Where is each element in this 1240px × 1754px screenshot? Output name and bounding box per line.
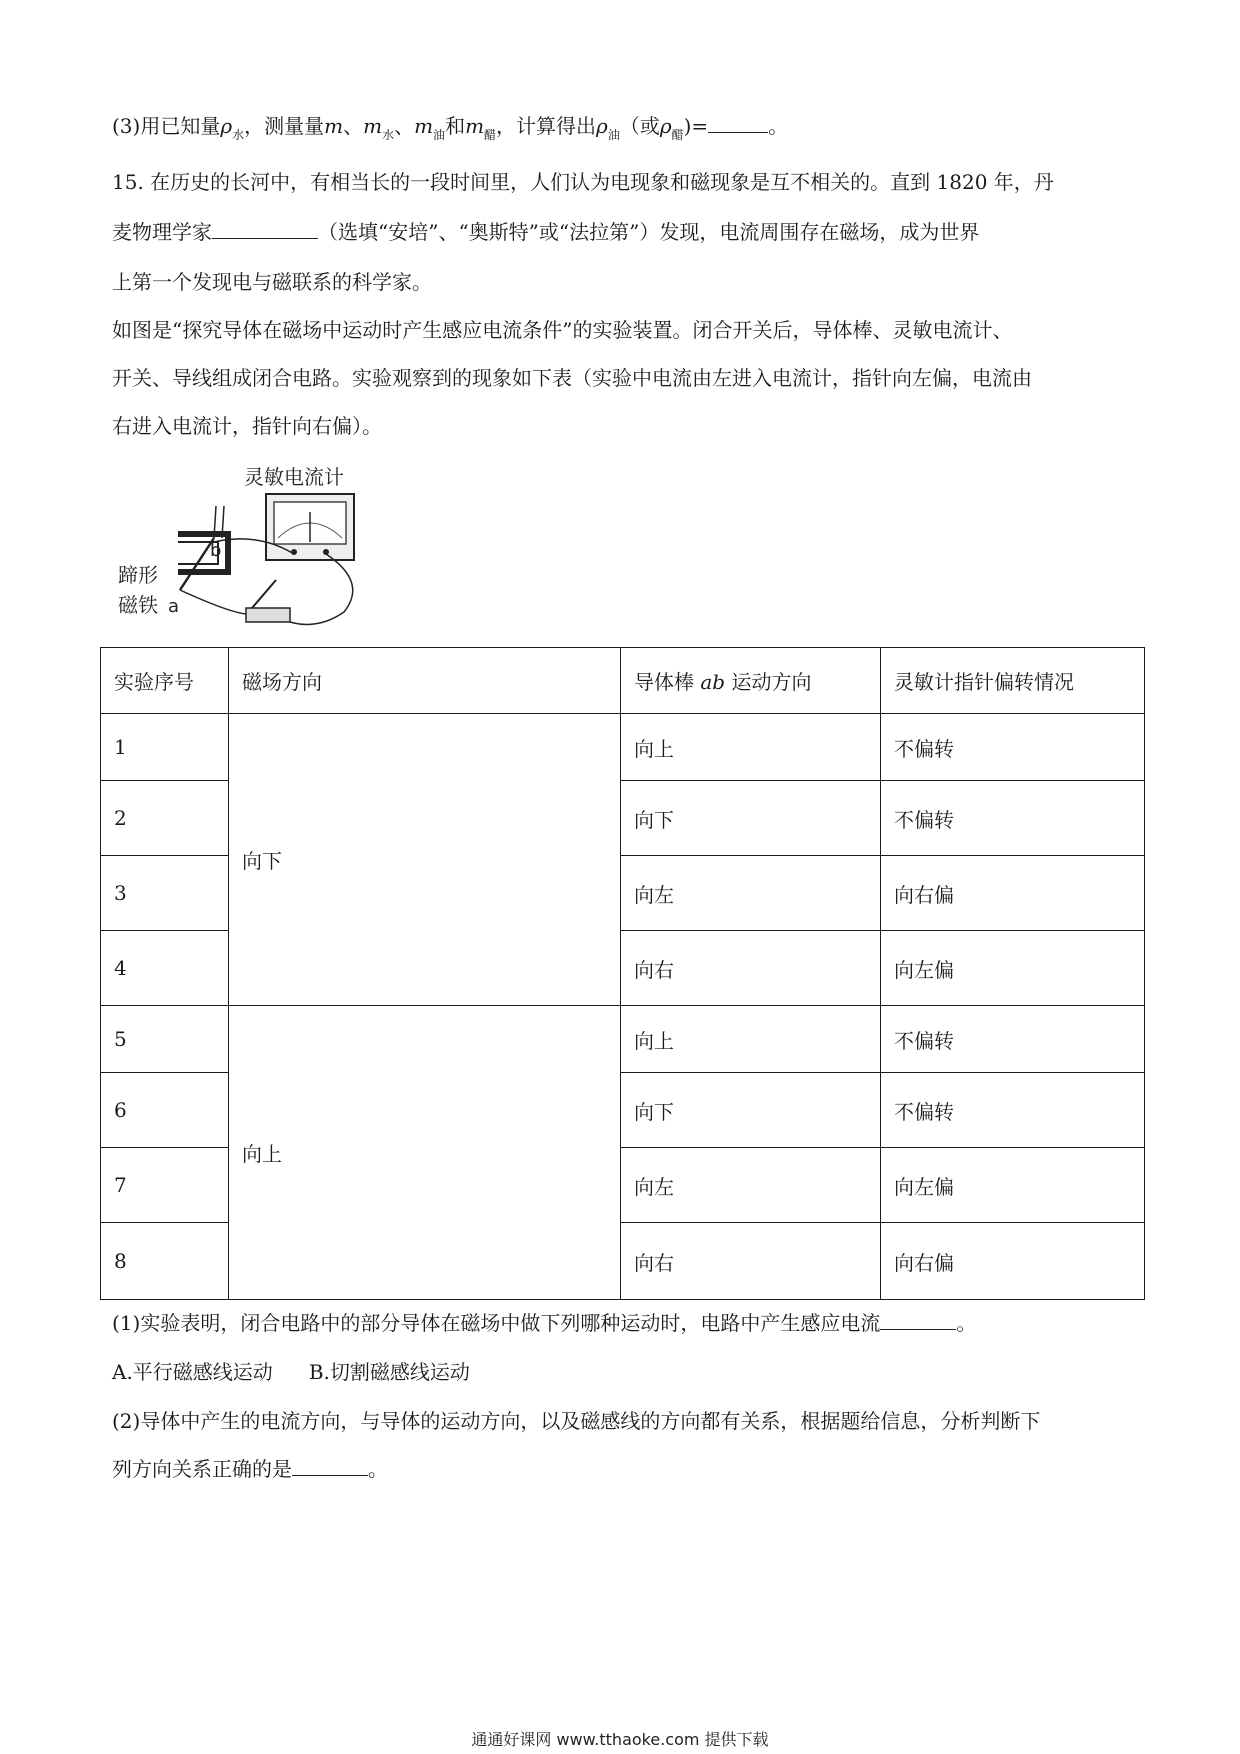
table-cell: 7 xyxy=(101,1148,229,1223)
galvanometer-icon xyxy=(266,494,354,560)
table-cell: 向上 xyxy=(229,1006,621,1300)
q15-line-3: 上第一个发现电与磁联系的科学家。 xyxy=(112,270,432,294)
point-b-label: b xyxy=(210,540,222,561)
page-footer: 通通好课网 www.tthaoke.com 提供下载 xyxy=(471,1730,769,1749)
table-cell: 向上 xyxy=(621,1006,881,1073)
q15-line-1: 15. 在历史的长河中，有相当长的一段时间里，人们认为电现象和磁现象是互不相关的。直到 1820 年，丹 xyxy=(112,170,1054,194)
q15-line-2: 麦物理学家 （选填“安培”、“奥斯特”或“法拉第”）发现，电流周围存在磁场，成为世界 xyxy=(112,220,980,244)
magnet-label-1: 蹄形 xyxy=(118,563,158,587)
q15-paragraph-2: 开关、导线组成闭合电路。实验观察到的现象如下表（实验中电流由左进入电流计，指针向左偏，电流由 xyxy=(112,366,1032,390)
table-cell: 5 xyxy=(101,1006,229,1073)
table-cell: 向左 xyxy=(621,856,881,931)
table-cell: 4 xyxy=(101,931,229,1006)
answer-blank[interactable] xyxy=(708,114,768,133)
table-cell: 向右 xyxy=(621,1223,881,1300)
option-b: B.切割磁感线运动 xyxy=(308,1360,470,1384)
q15-paragraph-3: 右进入电流计，指针向右偏）。 xyxy=(112,414,382,438)
table-cell: 向右 xyxy=(621,931,881,1006)
answer-blank[interactable] xyxy=(880,1311,956,1330)
table-header-row xyxy=(101,648,1145,714)
table-cell: 向下 xyxy=(621,1073,881,1148)
table-cell: 向右偏 xyxy=(881,1223,1145,1300)
table-cell: 向左 xyxy=(621,1148,881,1223)
table-cell: 不偏转 xyxy=(881,714,1145,781)
experiment-apparatus-figure xyxy=(118,462,368,634)
galvanometer-label: 灵敏电流计 xyxy=(244,465,344,489)
table-row xyxy=(101,714,1145,781)
table-cell: 6 xyxy=(101,1073,229,1148)
q14-part3-line: (3)用已知量$\rho_水$，测量量m、$m_水$、$m_油$和$m_醋$，计算得出$\rho_油$（或$\rho_醋)=$ 。 xyxy=(112,114,789,142)
table-cell: 向上 xyxy=(621,714,881,781)
table-header-cell: 实验序号 xyxy=(101,648,229,714)
table-cell: 不偏转 xyxy=(881,1073,1145,1148)
magnet-label-2: 磁铁 xyxy=(118,593,158,617)
point-a-label: a xyxy=(168,596,180,617)
table-cell: 向左偏 xyxy=(881,931,1145,1006)
table-cell: 向下 xyxy=(229,714,621,1006)
table-cell: 不偏转 xyxy=(881,1006,1145,1073)
table-cell: 8 xyxy=(101,1223,229,1300)
question-1-options xyxy=(112,1358,470,1386)
table-header-cell: 灵敏计指针偏转情况 xyxy=(881,648,1145,714)
table-row xyxy=(101,1006,1145,1073)
table-cell: 2 xyxy=(101,781,229,856)
table-cell: 1 xyxy=(101,714,229,781)
q15-paragraph-1: 如图是“探究导体在磁场中运动时产生感应电流条件”的实验装置。闭合开关后，导体棒、灵敏电流计、 xyxy=(112,318,1013,342)
table-header-cell: 导体棒 ab 运动方向 xyxy=(621,648,881,714)
question-2-line-1: (2)导体中产生的电流方向，与导体的运动方向，以及磁感线的方向都有关系，根据题给信息，分析判断下 xyxy=(112,1409,1041,1433)
answer-blank[interactable] xyxy=(212,220,318,239)
answer-blank[interactable] xyxy=(292,1457,368,1476)
switch-icon xyxy=(246,580,290,622)
table-cell: 3 xyxy=(101,856,229,931)
table-cell: 向左偏 xyxy=(881,1148,1145,1223)
question-1: (1)实验表明，闭合电路中的部分导体在磁场中做下列哪种运动时，电路中产生感应电流 。 xyxy=(112,1311,977,1335)
table-cell: 不偏转 xyxy=(881,781,1145,856)
table-header-cell: 磁场方向 xyxy=(229,648,621,714)
table-cell: 向右偏 xyxy=(881,856,1145,931)
option-a: A.平行磁感线运动 xyxy=(112,1360,273,1384)
question-2-line-2: 列方向关系正确的是 。 xyxy=(112,1457,388,1481)
table-cell: 向下 xyxy=(621,781,881,856)
experiment-results-table xyxy=(100,647,1145,1300)
